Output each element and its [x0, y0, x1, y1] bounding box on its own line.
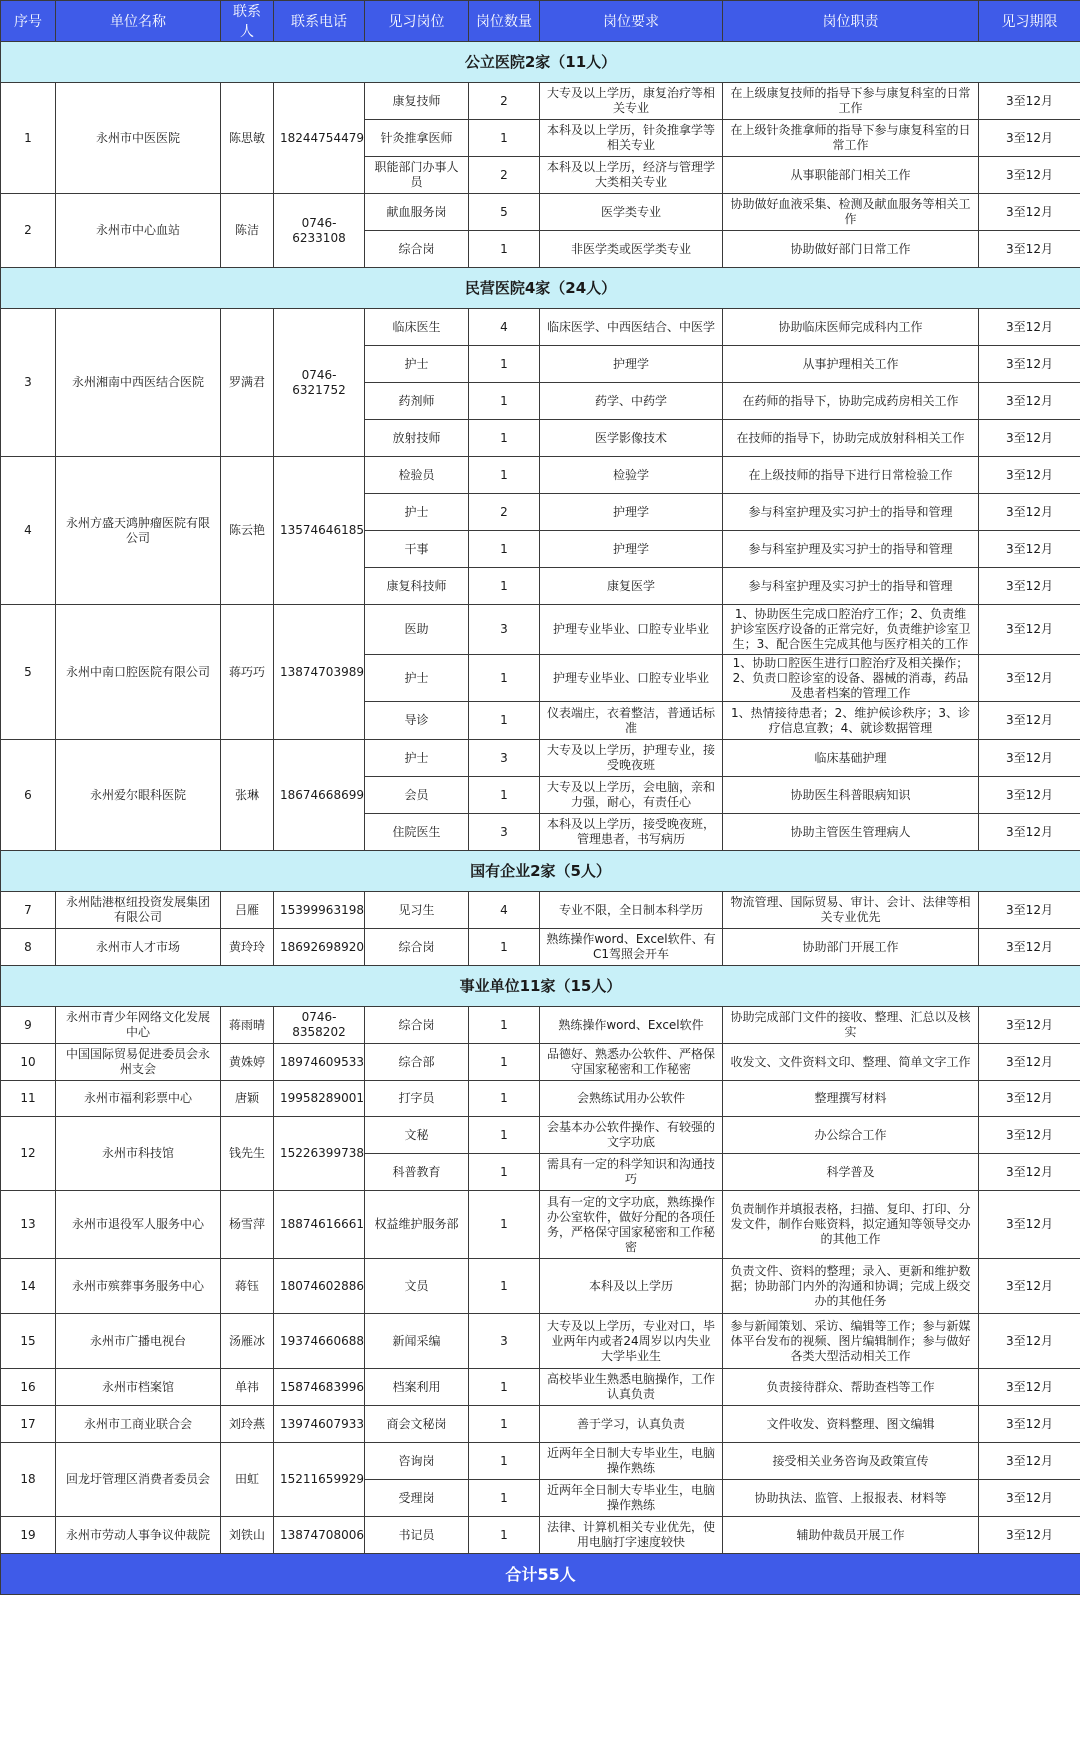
table-row: [1, 740, 1080, 777]
position-requirement: 本科及以上学历，接受晚夜班，管理患者，书写病历: [540, 814, 723, 851]
position-requirement: 高校毕业生熟悉电脑操作，工作认真负责: [540, 1369, 723, 1406]
internship-term: 3至12月: [979, 457, 1080, 494]
unit-name: 永州中南口腔医院有限公司: [56, 605, 221, 740]
position-count: 2: [469, 157, 540, 194]
contact-phone: 18874616661: [274, 1191, 365, 1259]
table-row: [1, 309, 1080, 346]
unit-number: 11: [1, 1081, 56, 1117]
total-label: 合计55人: [1, 1554, 1080, 1595]
position-name: 书记员: [365, 1517, 469, 1554]
position-count: 3: [469, 814, 540, 851]
col-header-phone: 联系电话: [274, 1, 365, 42]
position-name: 综合部: [365, 1044, 469, 1081]
position-count: 1: [469, 1443, 540, 1480]
internship-term: 3至12月: [979, 1259, 1080, 1314]
internship-term: 3至12月: [979, 231, 1080, 268]
internship-term: 3至12月: [979, 777, 1080, 814]
internship-term: 3至12月: [979, 1480, 1080, 1517]
col-header-term: 见习期限: [979, 1, 1080, 42]
table-body: [1, 42, 1080, 1554]
table-row: [1, 1369, 1080, 1406]
category-row: [1, 851, 1080, 892]
unit-name: 永州爱尔眼科医院: [56, 740, 221, 851]
contact-person: 黄姝婷: [221, 1044, 274, 1081]
position-duty: 参与科室护理及实习护士的指导和管理: [723, 568, 979, 605]
position-name: 综合岗: [365, 231, 469, 268]
position-requirement: 本科及以上学历，经济与管理学大类相关专业: [540, 157, 723, 194]
internship-term: 3至12月: [979, 1044, 1080, 1081]
position-requirement: 需具有一定的科学知识和沟通技巧: [540, 1154, 723, 1191]
unit-name: 中国国际贸易促进委员会永州支会: [56, 1044, 221, 1081]
internship-term: 3至12月: [979, 1369, 1080, 1406]
internship-term: 3至12月: [979, 814, 1080, 851]
contact-phone: 18692698920: [274, 929, 365, 966]
category-row: [1, 966, 1080, 1007]
unit-number: 9: [1, 1007, 56, 1044]
position-requirement: 非医学类或医学类专业: [540, 231, 723, 268]
position-duty: 参与科室护理及实习护士的指导和管理: [723, 531, 979, 568]
unit-name: 永州市工商业联合会: [56, 1406, 221, 1443]
position-duty: 负责制作并填报表格，扫描、复印、打印、分发文件，制作台账资料，拟定通知等领导交办的其他工作: [723, 1191, 979, 1259]
internship-term: 3至12月: [979, 1007, 1080, 1044]
contact-phone: 18974609533: [274, 1044, 365, 1081]
position-requirement: 大专及以上学历，专业对口，毕业两年内或者24周岁以内失业大学毕业生: [540, 1314, 723, 1369]
position-count: 1: [469, 531, 540, 568]
internship-term: 3至12月: [979, 1517, 1080, 1554]
position-requirement: 护理学: [540, 346, 723, 383]
position-count: 1: [469, 457, 540, 494]
category-row: [1, 42, 1080, 83]
internship-term: 3至12月: [979, 494, 1080, 531]
table-row: [1, 1443, 1080, 1480]
unit-number: 6: [1, 740, 56, 851]
unit-number: 4: [1, 457, 56, 605]
internship-term: 3至12月: [979, 1314, 1080, 1369]
position-requirement: 大专及以上学历，康复治疗等相关专业: [540, 83, 723, 120]
position-requirement: 本科及以上学历，针灸推拿学等相关专业: [540, 120, 723, 157]
position-duty: 参与新闻策划、采访、编辑等工作；参与新媒体平台发布的视频、图片编辑制作；参与做好各类大型活动相关工作: [723, 1314, 979, 1369]
position-requirement: 法律、计算机相关专业优先，使用电脑打字速度较快: [540, 1517, 723, 1554]
position-requirement: 医学影像技术: [540, 420, 723, 457]
contact-phone: 13874703989: [274, 605, 365, 740]
position-count: 3: [469, 605, 540, 655]
position-requirement: 会基本办公软件操作、有较强的文字功底: [540, 1117, 723, 1154]
position-count: 1: [469, 1191, 540, 1259]
position-duty: 文件收发、资料整理、图文编辑: [723, 1406, 979, 1443]
position-name: 新闻采编: [365, 1314, 469, 1369]
table-row: [1, 194, 1080, 231]
position-count: 1: [469, 1044, 540, 1081]
contact-person: 唐颖: [221, 1081, 274, 1117]
position-duty: 负责接待群众、帮助查档等工作: [723, 1369, 979, 1406]
internship-term: 3至12月: [979, 929, 1080, 966]
internship-term: 3至12月: [979, 120, 1080, 157]
position-duty: 办公综合工作: [723, 1117, 979, 1154]
position-requirement: 会熟练试用办公软件: [540, 1081, 723, 1117]
position-count: 1: [469, 120, 540, 157]
table-row: [1, 1517, 1080, 1554]
position-count: 1: [469, 420, 540, 457]
position-duty: 临床基础护理: [723, 740, 979, 777]
unit-number: 8: [1, 929, 56, 966]
position-count: 3: [469, 1314, 540, 1369]
contact-phone: 15211659929: [274, 1443, 365, 1517]
position-count: 1: [469, 383, 540, 420]
position-name: 针灸推拿医师: [365, 120, 469, 157]
unit-name: 永州方盛天鸿肿瘤医院有限公司: [56, 457, 221, 605]
position-duty: 从事职能部门相关工作: [723, 157, 979, 194]
unit-name: 永州市退役军人服务中心: [56, 1191, 221, 1259]
internship-term: 3至12月: [979, 1117, 1080, 1154]
position-name: 献血服务岗: [365, 194, 469, 231]
contact-person: 张琳: [221, 740, 274, 851]
position-name: 康复科技师: [365, 568, 469, 605]
unit-number: 2: [1, 194, 56, 268]
contact-person: 汤雁冰: [221, 1314, 274, 1369]
internship-term: 3至12月: [979, 655, 1080, 702]
position-name: 医助: [365, 605, 469, 655]
unit-number: 10: [1, 1044, 56, 1081]
position-requirement: 品德好、熟悉办公软件、严格保守国家秘密和工作秘密: [540, 1044, 723, 1081]
position-requirement: 检验学: [540, 457, 723, 494]
position-duty: 协助完成部门文件的接收、整理、汇总以及核实: [723, 1007, 979, 1044]
contact-phone: 19958289001: [274, 1081, 365, 1117]
position-duty: 参与科室护理及实习护士的指导和管理: [723, 494, 979, 531]
position-name: 综合岗: [365, 929, 469, 966]
internship-term: 3至12月: [979, 740, 1080, 777]
position-name: 导诊: [365, 702, 469, 740]
table-row: [1, 605, 1080, 655]
contact-phone: 0746-6233108: [274, 194, 365, 268]
unit-name: 永州市福利彩票中心: [56, 1081, 221, 1117]
position-duty: 1、协助医生完成口腔治疗工作；2、负责维护诊室医疗设备的正常完好，负责维护诊室卫生；3、配合医生完成其他与医疗相关的工作: [723, 605, 979, 655]
position-duty: 在药师的指导下，协助完成药房相关工作: [723, 383, 979, 420]
position-name: 打字员: [365, 1081, 469, 1117]
unit-name: 永州市广播电视台: [56, 1314, 221, 1369]
position-requirement: 善于学习，认真负责: [540, 1406, 723, 1443]
position-count: 1: [469, 1259, 540, 1314]
position-name: 检验员: [365, 457, 469, 494]
unit-number: 3: [1, 309, 56, 457]
category-row: [1, 268, 1080, 309]
internship-term: 3至12月: [979, 383, 1080, 420]
position-requirement: 近两年全日制大专毕业生，电脑操作熟练: [540, 1480, 723, 1517]
contact-person: 蒋钰: [221, 1259, 274, 1314]
contact-phone: 13574646185: [274, 457, 365, 605]
position-requirement: 近两年全日制大专毕业生，电脑操作熟练: [540, 1443, 723, 1480]
internship-term: 3至12月: [979, 702, 1080, 740]
position-count: 2: [469, 494, 540, 531]
position-count: 1: [469, 1480, 540, 1517]
position-duty: 协助做好部门日常工作: [723, 231, 979, 268]
col-header-contact: 联系人: [221, 1, 274, 42]
internship-term: 3至12月: [979, 605, 1080, 655]
position-name: 科普教育: [365, 1154, 469, 1191]
position-name: 文员: [365, 1259, 469, 1314]
internship-term: 3至12月: [979, 309, 1080, 346]
internship-term: 3至12月: [979, 83, 1080, 120]
position-duty: 物流管理、国际贸易、审计、会计、法律等相关专业优先: [723, 892, 979, 929]
position-count: 1: [469, 1081, 540, 1117]
position-duty: 1、热情接待患者；2、维护候诊秩序；3、诊疗信息宣教；4、就诊数据管理: [723, 702, 979, 740]
position-name: 干事: [365, 531, 469, 568]
position-count: 1: [469, 929, 540, 966]
unit-name: 回龙圩管理区消费者委员会: [56, 1443, 221, 1517]
position-duty: 协助主管医生管理病人: [723, 814, 979, 851]
table-row: [1, 1259, 1080, 1314]
unit-number: 17: [1, 1406, 56, 1443]
position-count: 1: [469, 1517, 540, 1554]
position-count: 1: [469, 655, 540, 702]
unit-number: 13: [1, 1191, 56, 1259]
table-row: [1, 1406, 1080, 1443]
contact-person: 黄玲玲: [221, 929, 274, 966]
position-name: 文秘: [365, 1117, 469, 1154]
watermark-badge: 小红书: [1034, 1719, 1064, 1735]
contact-phone: 18674668699: [274, 740, 365, 851]
internship-term: 3至12月: [979, 157, 1080, 194]
internship-term: 3至12月: [979, 1081, 1080, 1117]
unit-number: 14: [1, 1259, 56, 1314]
position-duty: 在技师的指导下，协助完成放射科相关工作: [723, 420, 979, 457]
position-count: 4: [469, 309, 540, 346]
position-name: 档案利用: [365, 1369, 469, 1406]
contact-phone: 13874708006: [274, 1517, 365, 1554]
contact-person: 刘铁山: [221, 1517, 274, 1554]
position-duty: 协助执法、监管、上报报表、材料等: [723, 1480, 979, 1517]
internship-term: 3至12月: [979, 1406, 1080, 1443]
position-duty: 科学普及: [723, 1154, 979, 1191]
unit-number: 16: [1, 1369, 56, 1406]
contact-person: 陈云艳: [221, 457, 274, 605]
col-header-no: 序号: [1, 1, 56, 42]
table-row: [1, 457, 1080, 494]
position-count: 4: [469, 892, 540, 929]
position-requirement: 护理学: [540, 494, 723, 531]
position-count: 1: [469, 1117, 540, 1154]
category-title: 事业单位11家（15人）: [1, 966, 1080, 1007]
contact-person: 蒋巧巧: [221, 605, 274, 740]
contact-person: 刘玲燕: [221, 1406, 274, 1443]
unit-number: 7: [1, 892, 56, 929]
position-name: 放射技师: [365, 420, 469, 457]
contact-phone: 18074602886: [274, 1259, 365, 1314]
position-count: 1: [469, 231, 540, 268]
col-header-unit: 单位名称: [56, 1, 221, 42]
contact-phone: 15399963198: [274, 892, 365, 929]
position-name: 会员: [365, 777, 469, 814]
position-duty: 在上级康复技师的指导下参与康复科室的日常工作: [723, 83, 979, 120]
table-row: [1, 1117, 1080, 1154]
position-count: 1: [469, 1007, 540, 1044]
position-requirement: 护理专业毕业、口腔专业毕业: [540, 605, 723, 655]
unit-name: 永州市科技馆: [56, 1117, 221, 1191]
position-name: 综合岗: [365, 1007, 469, 1044]
position-name: 职能部门办事人员: [365, 157, 469, 194]
position-requirement: 护理专业毕业、口腔专业毕业: [540, 655, 723, 702]
position-requirement: 康复医学: [540, 568, 723, 605]
position-count: 1: [469, 702, 540, 740]
position-requirement: 医学类专业: [540, 194, 723, 231]
unit-name: 永州市殡葬事务服务中心: [56, 1259, 221, 1314]
contact-person: 蒋雨晴: [221, 1007, 274, 1044]
contact-person: 陈思敏: [221, 83, 274, 194]
position-count: 1: [469, 1406, 540, 1443]
position-duty: 协助医生科普眼病知识: [723, 777, 979, 814]
unit-name: 永州市中医医院: [56, 83, 221, 194]
position-count: 1: [469, 1154, 540, 1191]
col-header-post: 见习岗位: [365, 1, 469, 42]
unit-number: 15: [1, 1314, 56, 1369]
contact-person: 陈洁: [221, 194, 274, 268]
position-requirement: 大专及以上学历，护理专业，接受晚夜班: [540, 740, 723, 777]
header-row: [1, 1, 1080, 42]
table-row: [1, 1191, 1080, 1259]
position-name: 护士: [365, 494, 469, 531]
position-count: 2: [469, 83, 540, 120]
internship-term: 3至12月: [979, 346, 1080, 383]
position-name: 权益维护服务部: [365, 1191, 469, 1259]
position-count: 1: [469, 1369, 540, 1406]
position-requirement: 临床医学、中西医结合、中医学: [540, 309, 723, 346]
unit-number: 19: [1, 1517, 56, 1554]
position-duty: 协助临床医师完成科内工作: [723, 309, 979, 346]
contact-phone: 0746-6321752: [274, 309, 365, 457]
unit-name: 永州市人才市场: [56, 929, 221, 966]
internship-term: 3至12月: [979, 194, 1080, 231]
contact-phone: 15226399738: [274, 1117, 365, 1191]
internship-term: 3至12月: [979, 1191, 1080, 1259]
position-duty: 从事护理相关工作: [723, 346, 979, 383]
position-name: 护士: [365, 346, 469, 383]
table-row: [1, 83, 1080, 120]
position-requirement: 本科及以上学历: [540, 1259, 723, 1314]
position-name: 临床医生: [365, 309, 469, 346]
position-count: 1: [469, 777, 540, 814]
position-requirement: 大专及以上学历，会电脑，亲和力强，耐心，有责任心: [540, 777, 723, 814]
contact-phone: 19374660688: [274, 1314, 365, 1369]
category-title: 民营医院4家（24人）: [1, 268, 1080, 309]
position-requirement: 熟练操作word、Excel软件: [540, 1007, 723, 1044]
contact-phone: 15874683996: [274, 1369, 365, 1406]
position-requirement: 专业不限，全日制本科学历: [540, 892, 723, 929]
position-requirement: 仪表端庄，衣着整洁，普通话标准: [540, 702, 723, 740]
position-name: 药剂师: [365, 383, 469, 420]
position-duty: 辅助仲裁员开展工作: [723, 1517, 979, 1554]
unit-name: 永州湘南中西医结合医院: [56, 309, 221, 457]
position-name: 商会文秘岗: [365, 1406, 469, 1443]
total-row: [1, 1554, 1080, 1595]
position-duty: 在上级针灸推拿师的指导下参与康复科室的日常工作: [723, 120, 979, 157]
unit-name: 永州陆港枢纽投资发展集团有限公司: [56, 892, 221, 929]
position-requirement: 熟练操作word、Excel软件、有C1驾照会开车: [540, 929, 723, 966]
contact-person: 单祎: [221, 1369, 274, 1406]
position-name: 受理岗: [365, 1480, 469, 1517]
position-name: 护士: [365, 655, 469, 702]
internship-term: 3至12月: [979, 531, 1080, 568]
contact-phone: 13974607933: [274, 1406, 365, 1443]
unit-number: 18: [1, 1443, 56, 1517]
table-row: [1, 1314, 1080, 1369]
unit-name: 永州市中心血站: [56, 194, 221, 268]
contact-phone: 18244754479: [274, 83, 365, 194]
unit-number: 5: [1, 605, 56, 740]
contact-phone: 0746-8358202: [274, 1007, 365, 1044]
position-duty: 负责文件、资料的整理；录入、更新和维护数据；协助部门内外的沟通和协调；完成上级交办的其他任务: [723, 1259, 979, 1314]
col-header-duty: 岗位职责: [723, 1, 979, 42]
position-requirement: 护理学: [540, 531, 723, 568]
position-count: 1: [469, 346, 540, 383]
unit-name: 永州市劳动人事争议仲裁院: [56, 1517, 221, 1554]
position-duty: 整理撰写材料: [723, 1081, 979, 1117]
contact-person: 吕雁: [221, 892, 274, 929]
internship-term: 3至12月: [979, 420, 1080, 457]
unit-name: 永州市档案馆: [56, 1369, 221, 1406]
position-name: 住院医生: [365, 814, 469, 851]
internship-term: 3至12月: [979, 1443, 1080, 1480]
position-duty: 在上级技师的指导下进行日常检验工作: [723, 457, 979, 494]
position-name: 见习生: [365, 892, 469, 929]
table-row: [1, 929, 1080, 966]
col-header-requirement: 岗位要求: [540, 1, 723, 42]
table-row: [1, 892, 1080, 929]
category-title: 国有企业2家（5人）: [1, 851, 1080, 892]
position-duty: 收发文、文件资料文印、整理、简单文字工作: [723, 1044, 979, 1081]
position-name: 康复技师: [365, 83, 469, 120]
position-requirement: 具有一定的文字功底，熟练操作办公室软件，做好分配的各项任务，严格保守国家秘密和工作秘密: [540, 1191, 723, 1259]
contact-person: 罗满君: [221, 309, 274, 457]
unit-number: 12: [1, 1117, 56, 1191]
internship-term: 3至12月: [979, 892, 1080, 929]
table-row: [1, 1081, 1080, 1117]
internship-term: 3至12月: [979, 568, 1080, 605]
col-header-count: 岗位数量: [469, 1, 540, 42]
unit-number: 1: [1, 83, 56, 194]
table-row: [1, 1044, 1080, 1081]
internship-term: 3至12月: [979, 1154, 1080, 1191]
contact-person: 钱先生: [221, 1117, 274, 1191]
position-duty: 接受相关业务咨询及政策宣传: [723, 1443, 979, 1480]
position-duty: 协助做好血液采集、检测及献血服务等相关工作: [723, 194, 979, 231]
position-count: 1: [469, 568, 540, 605]
position-name: 咨询岗: [365, 1443, 469, 1480]
position-duty: 协助部门开展工作: [723, 929, 979, 966]
position-requirement: 药学、中药学: [540, 383, 723, 420]
position-duty: 1、协助口腔医生进行口腔治疗及相关操作；2、负责口腔诊室的设备、器械的消毒，药品及患者档案的管理工作: [723, 655, 979, 702]
unit-name: 永州市青少年网络文化发展中心: [56, 1007, 221, 1044]
contact-person: 杨雪萍: [221, 1191, 274, 1259]
position-count: 5: [469, 194, 540, 231]
table-row: [1, 1007, 1080, 1044]
contact-person: 田虹: [221, 1443, 274, 1517]
category-title: 公立医院2家（11人）: [1, 42, 1080, 83]
position-name: 护士: [365, 740, 469, 777]
position-count: 3: [469, 740, 540, 777]
